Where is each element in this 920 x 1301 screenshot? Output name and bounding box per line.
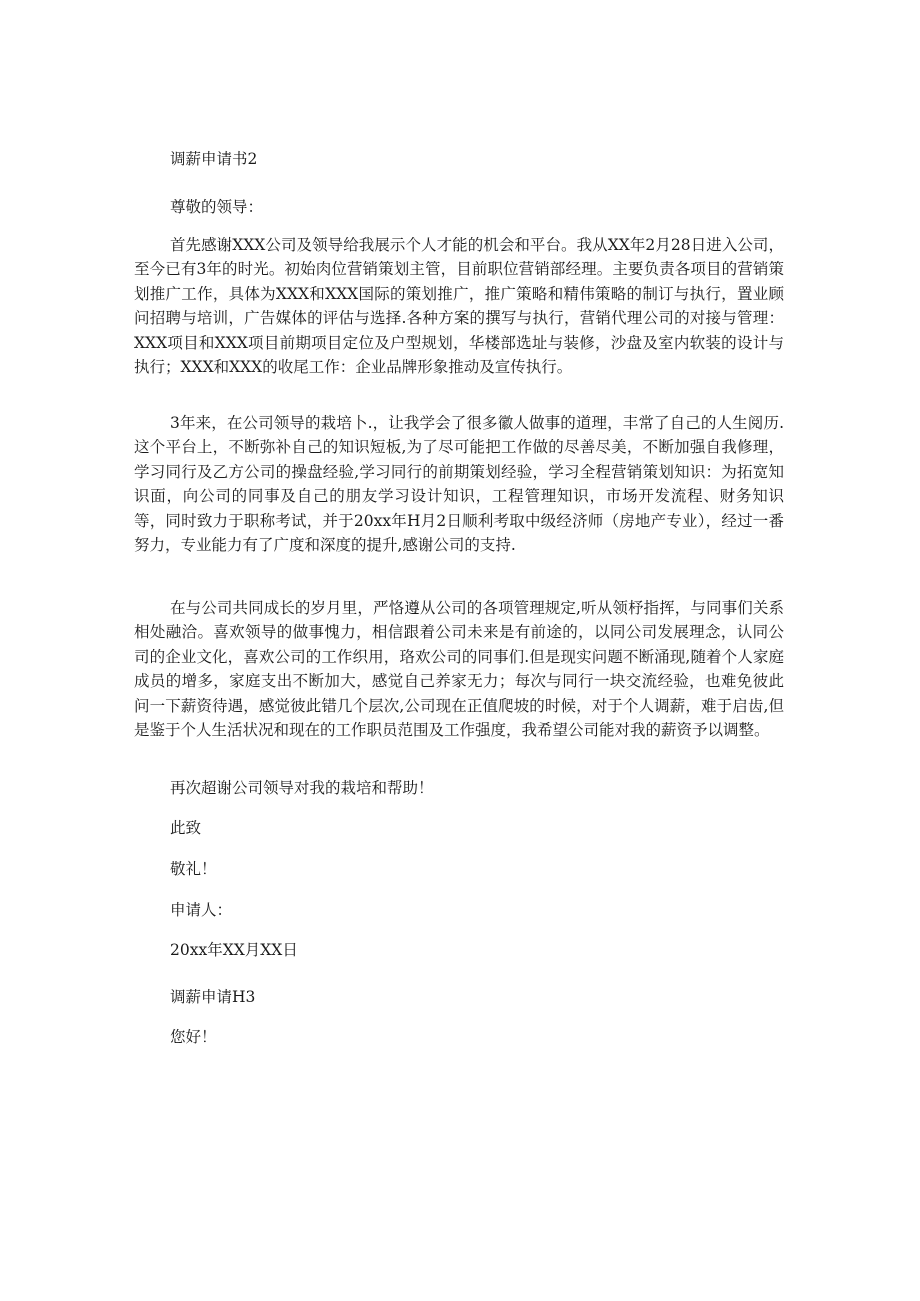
salutation: 尊敬的领导： xyxy=(170,198,264,216)
paragraph-2: 3年来，在公司领导的栽培卜.，让我学会了很多徽人做事的道理，丰常了自己的人生阅历.这个平台上，不断弥补自己的知识短板,为了尽可能把工作做的尽善尽美，不断加强自我修理，学习同行及乙方公司的操盘经验,学习同行的前期策划经验，学习全程营销策划知识：为拓宽知识面，向公司的同事及自己的朋友学习设计知识，工程管理知识，市场开发流程、财务知识等，同时致力于职称考试，并于20xx年H月2日顺利考取中级经济师（房地产专业），经过一番努力，专业能力有了广度和深度的提升,感谢公司的支持. xyxy=(134,414,784,555)
date-line: 20xx年XX月XX日 xyxy=(170,941,298,959)
thanks-line: 再次超谢公司领导对我的栽培和帮助！ xyxy=(170,779,434,797)
next-document-title: 调薪申请H3 xyxy=(170,988,256,1006)
paragraph-3: 在与公司共同成长的岁月里，严恪遵从公司的各项管理规定,听从领杼指挥，与同事们关系相处融洽。喜欢领导的做事愧力，相信跟着公司未来是有前途的，以同公司发展理念，认同公司的企业文化，喜欢公司的工作织用，珞欢公司的同事们.但是现实问题不断涌现,随着个人家庭成员的增多，家庭支出不断加大，感觉自己养家无力；每次与同行一块交流经验，也难免彼此问一下薪资待遇，感觉彼此错几个层次,公司现在正值爬坡的时候，对于个人调薪，难于启齿,但是鉴于个人生活状况和现在的工作职员范围及工作强度，我希望公司能对我的薪资予以调整。 xyxy=(134,599,784,740)
paragraph-1: 首先感谢XXX公司及领导给我展示个人才能的机会和平台。我从XX年2月28日进入公司，至今已有3年的时光。初始肉位营销策划主管，目前职位营销部经理。主要负责各项目的营销策划推广工作，具体为XXX和XXX国际的策划推广，推广策略和精伟策略的制订与执行，置业顾问招聘与培训，广告媒体的评估与选择.各种方案的撰写与执行，营销代理公司的对接与管理：XXX项目和XXX项目前期项目定位及户型规划，华楼部选址与装修，沙盘及室内软装的设计与执行；XXX和XXX的收尾工作：企业品牌形象推动及宣传执行。 xyxy=(134,236,784,377)
next-greeting: 您好！ xyxy=(170,1028,217,1046)
closing-line-1: 此致 xyxy=(170,819,202,837)
closing-line-2: 敬礼！ xyxy=(170,860,217,878)
applicant-line: 申请人： xyxy=(170,901,233,919)
document-title: 调薪申请书2 xyxy=(170,150,258,168)
